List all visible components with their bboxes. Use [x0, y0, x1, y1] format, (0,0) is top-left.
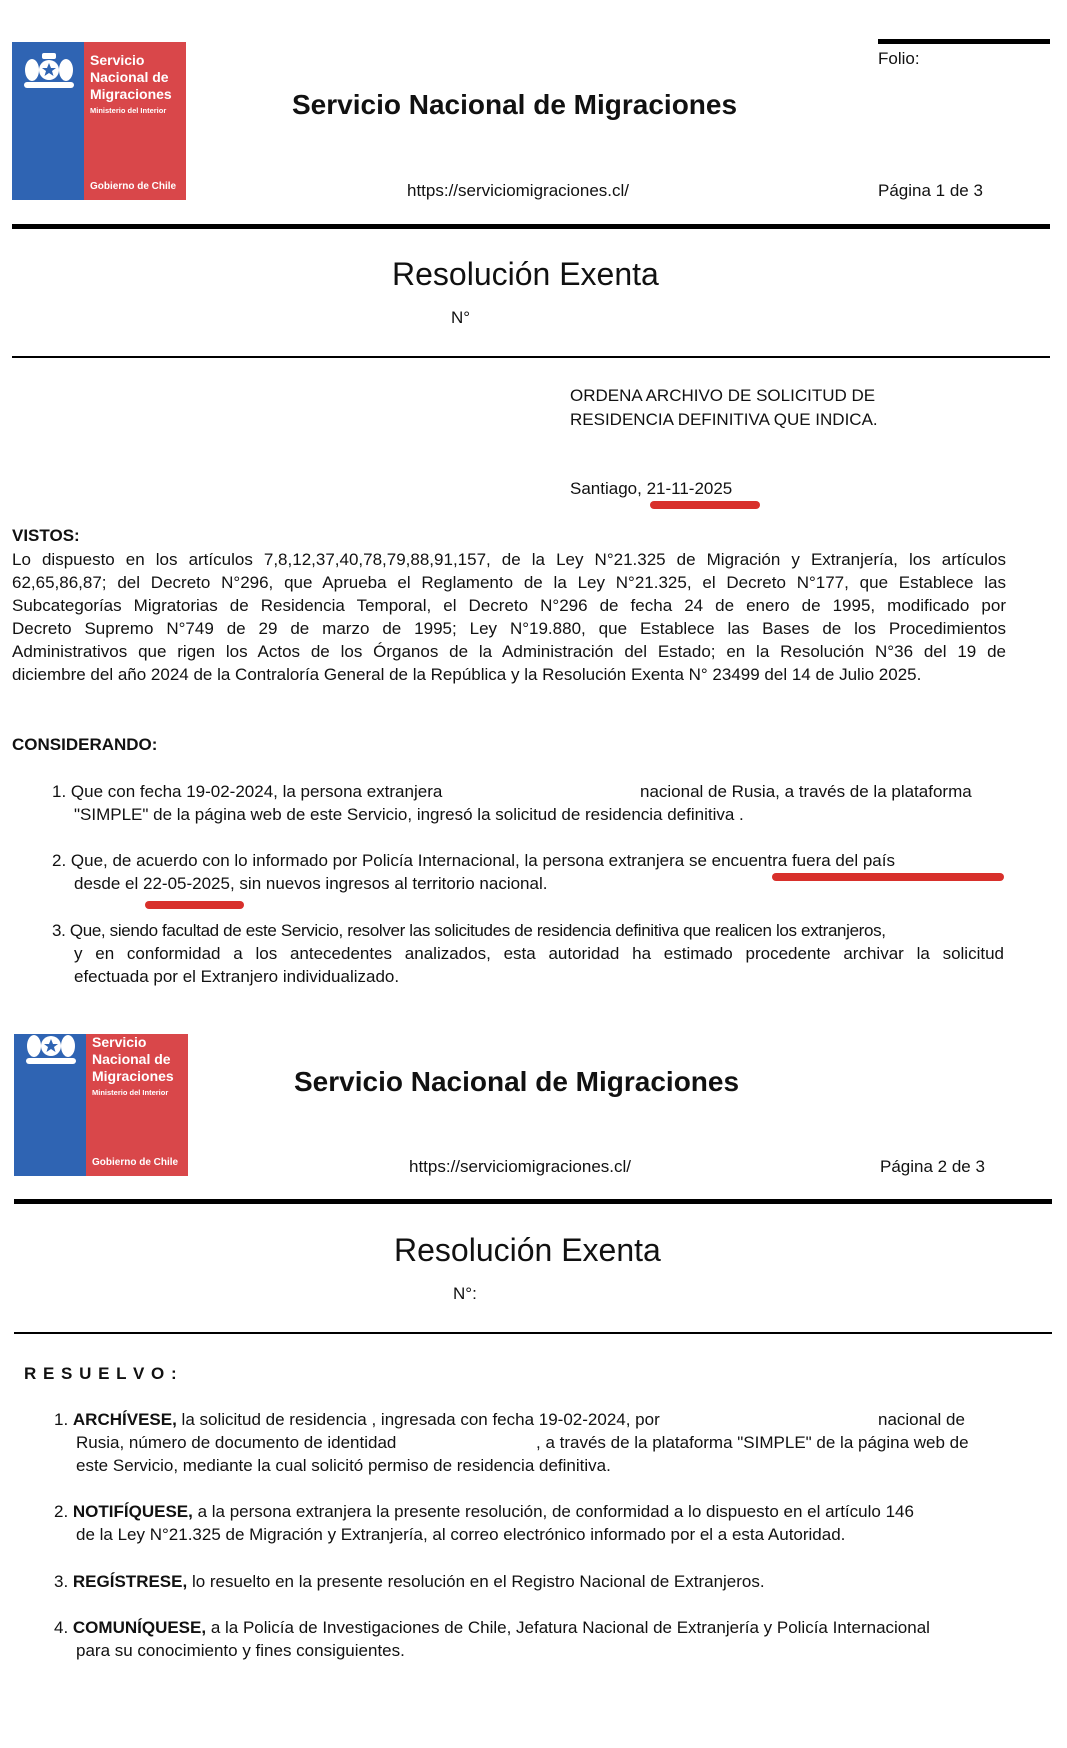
- header-title: Servicio Nacional de Migraciones: [292, 89, 738, 120]
- item-text: la solicitud de residencia , ingresada con fecha 19-02-2024, por: [176, 1410, 660, 1429]
- logo-name-line: Servicio: [90, 52, 145, 68]
- place-date: [570, 479, 732, 499]
- logo-name-line: Nacional de: [92, 1051, 171, 1067]
- subject-line: RESIDENCIA DEFINITIVA QUE INDICA.: [570, 410, 878, 429]
- header-url: https://serviciomigraciones.cl/: [409, 1157, 632, 1176]
- migraciones-logo: [14, 1034, 188, 1176]
- resuelvo-item-1-line2: Rusia, número de documento de identidad: [76, 1433, 397, 1452]
- header-url: https://serviciomigraciones.cl/: [407, 181, 630, 200]
- resolution-number-label: N°: [451, 308, 471, 327]
- considerando-item-3: 3. Que, siendo facultad de este Servicio, resolver las solicitudes de residencia definitiva que realicen los extranjeros,: [52, 921, 886, 940]
- resuelvo-item-1-cont: nacional de: [878, 1410, 965, 1429]
- item-verb: ARCHÍVESE,: [72, 1410, 177, 1429]
- subject-line: ORDENA ARCHIVO DE SOLICITUD DE: [570, 386, 876, 405]
- page-number: Página 1 de 3: [878, 181, 983, 200]
- vistos-line: Subcategorías Migratorias de Residencia Temporal, el Decreto N°296 de fecha 24 de enero de 1995, modificado por: [12, 596, 1006, 615]
- logo-government: Gobierno de Chile: [90, 181, 177, 192]
- vistos-line: Decreto Supremo N°749 de 29 de marzo de 1995; Ley N°19.880, que Establece las Bases de los Procedimientos: [12, 619, 1006, 638]
- doc-title: Resolución Exenta: [392, 256, 659, 292]
- considerando-item-3-line3: efectuada por el Extranjero individualizado.: [74, 967, 400, 986]
- vistos-line: Administrativos que rigen los Actos de los Órganos de la Administración del Estado; en la Resolución N°36 del 19 de: [12, 642, 1006, 661]
- logo-name: [92, 1034, 184, 1085]
- item-verb: NOTIFÍQUESE,: [72, 1502, 193, 1521]
- resuelvo-item-2: [54, 1502, 914, 1522]
- logo-name-line: Migraciones: [92, 1068, 174, 1084]
- item-text: a la persona extranjera la presente resolución, de conformidad a lo dispuesto en el artículo 146: [192, 1502, 914, 1521]
- resuelvo-item-1-line3: este Servicio, mediante la cual solicitó permiso de residencia definitiva.: [76, 1456, 611, 1475]
- page-number: Página 2 de 3: [880, 1157, 985, 1176]
- resuelvo-item-1-line2-cont: , a través de la plataforma "SIMPLE" de la página web de: [536, 1433, 969, 1452]
- considerando-item-2: [52, 851, 895, 871]
- chile-coat-of-arms-icon: [22, 1034, 80, 1070]
- logo-name-line: Nacional de: [90, 69, 169, 85]
- resolution-date: 21-11-2025: [646, 479, 733, 498]
- item-text: a la Policía de Investigaciones de Chile, Jefatura Nacional de Extranjería y Policía Internacional: [206, 1618, 930, 1637]
- considerando-item-1: 1. Que con fecha 19-02-2024, la persona extranjera: [52, 782, 443, 801]
- folio-label: Folio:: [878, 49, 920, 68]
- red-underline-date: [650, 501, 760, 509]
- item-number: 2.: [54, 1502, 73, 1521]
- logo-ministry: Ministerio del Interior: [90, 106, 167, 115]
- considerando-heading: CONSIDERANDO:: [12, 735, 158, 754]
- red-underline-outside-country: [772, 873, 1004, 881]
- resuelvo-item-4: [54, 1618, 930, 1638]
- migraciones-logo: [12, 42, 186, 200]
- item-verb: COMUNÍQUESE,: [72, 1618, 207, 1637]
- considerando-item-1-line2: "SIMPLE" de la página web de este Servicio, ingresó la solicitud de residencia definitiva .: [74, 805, 744, 824]
- item-2-highlighted-text: se encuentra fuera del país: [688, 851, 895, 870]
- considerando-item-1-cont: nacional de Rusia, a través de la plataforma: [640, 782, 972, 801]
- resuelvo-item-2-line2: de la Ley N°21.325 de Migración y Extranjería, al correo electrónico informado por el a esta Autoridad.: [76, 1525, 846, 1544]
- vistos-line: Lo dispuesto en los artículos 7,8,12,37,40,78,79,88,91,157, de la Ley N°21.325 de Migración y Extranjería, los artículos: [12, 550, 1006, 569]
- title-rule: [12, 356, 1050, 358]
- considerando-item-2-line2: [74, 874, 547, 894]
- resolution-number-label: N°:: [453, 1284, 477, 1303]
- resuelvo-item-4-line2: para su conocimiento y fines consiguientes.: [76, 1641, 405, 1660]
- item-number: 3.: [54, 1572, 73, 1591]
- chile-coat-of-arms-icon: [20, 50, 78, 94]
- logo-name: [90, 52, 182, 103]
- item-number: 4.: [54, 1618, 73, 1637]
- item-text: lo resuelto en la presente resolución en el Registro Nacional de Extranjeros.: [187, 1572, 765, 1591]
- title-rule: [14, 1332, 1052, 1334]
- resuelvo-heading: R E S U E L V O :: [24, 1364, 178, 1383]
- item-number: 1.: [54, 1410, 73, 1429]
- vistos-line: 62,65,86,87; del Decreto N°296, que Aprueba el Reglamento de la Ley N°21.325, el Decreto N°177, que Establece las: [12, 573, 1006, 592]
- resuelvo-item-1: [54, 1410, 660, 1430]
- item-2-line2-text: desde el: [74, 874, 143, 893]
- resuelvo-item-3: [54, 1572, 765, 1592]
- item-2-line2-text: , sin nuevos ingresos al territorio nacional.: [229, 874, 548, 893]
- header-title: Servicio Nacional de Migraciones: [294, 1066, 740, 1097]
- red-underline-departure-date: [145, 901, 244, 909]
- header-rule: [14, 1199, 1052, 1204]
- logo-ministry: Ministerio del Interior: [92, 1088, 169, 1097]
- folio-rule: [878, 39, 1050, 44]
- vistos-heading: VISTOS:: [12, 526, 80, 545]
- item-2-text: 2. Que, de acuerdo con lo informado por Policía Internacional, la persona extranjera: [52, 851, 689, 870]
- logo-name-line: Servicio: [92, 1034, 147, 1050]
- vistos-line: diciembre del año 2024 de la Contraloría General de la República y la Resolución Exenta N° 23499 del 14 de Julio 2025.: [12, 665, 922, 684]
- logo-government: Gobierno de Chile: [92, 1157, 179, 1168]
- considerando-item-3-line2: y en conformidad a los antecedentes analizados, esta autoridad ha estimado procedente archivar la solicitud: [74, 944, 1004, 963]
- place: Santiago,: [570, 479, 647, 498]
- doc-title: Resolución Exenta: [394, 1232, 661, 1268]
- item-verb: REGÍSTRESE,: [72, 1572, 188, 1591]
- logo-name-line: Migraciones: [90, 86, 172, 102]
- departure-date: 22-05-2025: [143, 874, 230, 893]
- header-rule: [12, 224, 1050, 229]
